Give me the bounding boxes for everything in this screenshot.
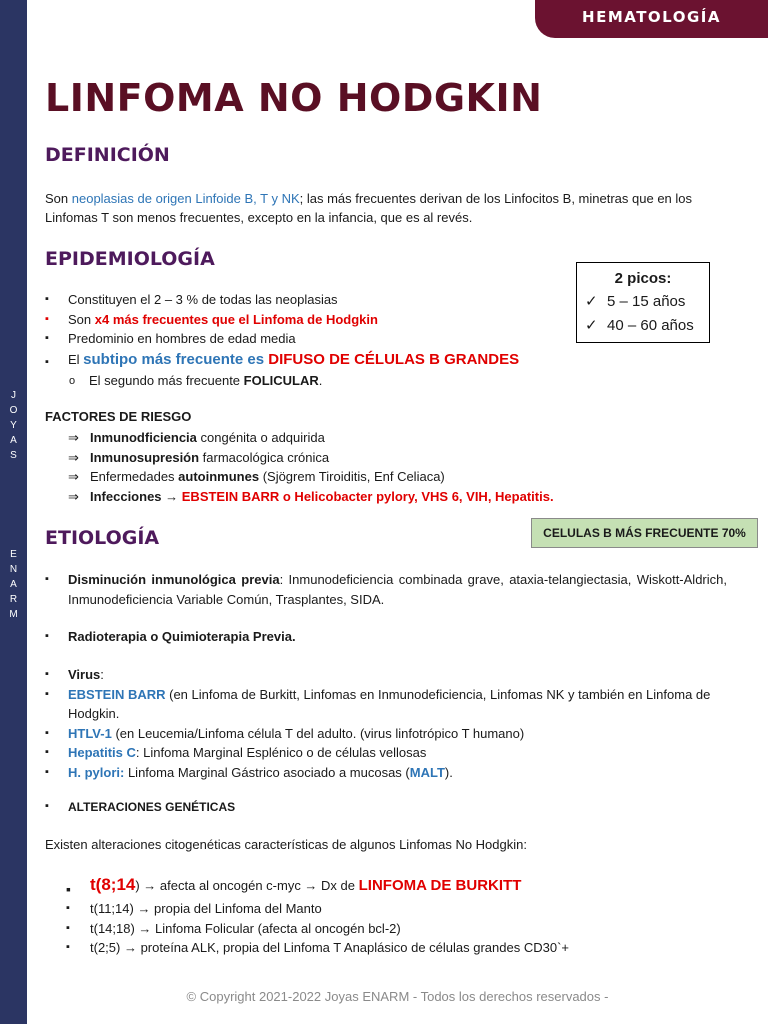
epidemiologia-list (45, 290, 519, 390)
list-item: ▪ Hepatitis C: Linfoma Marginal Esplénico o de células vellosas (45, 743, 727, 763)
side-letter: M (9, 609, 18, 620)
side-letter: R (9, 594, 18, 605)
peaks-title: 2 picos: (614, 270, 672, 287)
arrow-right-icon: → (161, 488, 182, 504)
header-category-tab (535, 0, 768, 38)
double-arrow-icon: ⇒ (68, 430, 79, 445)
list-item: ▪ Radioterapia o Quimioterapia Previa. (45, 627, 296, 647)
page-title: LINFOMA NO HODGKIN (45, 76, 543, 120)
highlight-badge: CELULAS B MÁS FRECUENTE 70% (531, 518, 758, 548)
list-item: ▪ HTLV-1 (en Leucemia/Linfoma célula T del adulto. (virus linfotrópico T humano) (45, 724, 727, 744)
side-label-joyas (0, 388, 27, 463)
list-item: ⇒ Infecciones → EBSTEIN BARR o Helicobacter pylory, VHS 6, VIH, Hepatitis. (68, 487, 554, 507)
list-item: ⇒ Inmunodficiencia congénita o adquirida (68, 428, 554, 448)
list-item: ▪ Predominio en hombres de edad media (45, 329, 519, 349)
list-item: ▪ ALTERACIONES GENÉTICAS (45, 797, 235, 818)
double-arrow-icon: ⇒ (68, 469, 79, 484)
side-letter: E (10, 549, 17, 560)
peaks-box (576, 262, 710, 343)
double-arrow-icon: ⇒ (68, 488, 79, 504)
peaks-row: ✓ 40 – 60 años (585, 314, 701, 338)
definicion-paragraph: Son neoplasias de origen Linfoide B, T y NK; las más frecuentes derivan de los Linfocitos B, minetras que en los Linfomas T son menos frecuentes, excepto en la infancia, que es al revés. (45, 191, 693, 225)
side-letter: N (9, 564, 18, 575)
list-item: ▪ Disminución inmunológica previa: Inmunodeficiencia combinada grave, ataxia-telangiectasia, Wiskott-Aldrich, Inmunodeficiencia Variable Común, Trasplantes, SIDA. (45, 570, 727, 609)
section-title-definicion: DEFINICIÓN (45, 144, 170, 166)
factores-title: FACTORES DE RIESGO (45, 409, 192, 424)
header-category-label: HEMATOLOGÍA (582, 8, 721, 26)
list-item: ▪ Constituyen el 2 – 3 % de todas las neoplasias (45, 290, 519, 310)
side-letter: A (10, 579, 17, 590)
list-item: ▪ t(11;14) → propia del Linfoma del Manto (66, 899, 569, 919)
list-item: ▪ t(2;5) → proteína ALK, propia del Linfoma T Anaplásico de células grandes CD30`+ (66, 938, 569, 958)
side-letter: A (10, 435, 17, 446)
list-item: ▪ t(8;14) → afecta al oncogén c-myc → Dx de LINFOMA DE BURKITT (66, 872, 569, 899)
factores-list (68, 428, 554, 506)
side-label-enarm (0, 547, 27, 622)
side-letter: Y (10, 420, 17, 431)
side-letter: J (11, 390, 16, 401)
list-item: ▪ t(14;18) → Linfoma Folicular (afecta al oncogén bcl-2) (66, 919, 569, 939)
list-subitem: o El segundo más frecuente FOLICULAR. (45, 371, 519, 391)
alteraciones-intro: Existen alteraciones citogenéticas características de algunos Linfomas No Hodgkin: (45, 837, 527, 852)
check-icon: ✓ (585, 293, 598, 310)
etiologia-list (45, 627, 296, 647)
alteraciones-heading (45, 797, 235, 818)
list-item: ⇒ Inmunosupresión farmacológica crónica (68, 448, 554, 468)
double-arrow-icon: ⇒ (68, 449, 79, 465)
section-title-epidemiologia: EPIDEMIOLOGÍA (45, 248, 215, 270)
side-bar (0, 0, 27, 1024)
highlight-text: neoplasias de origen Linfoide B, T y NK (71, 191, 300, 206)
section-title-etiologia: ETIOLOGÍA (45, 527, 160, 549)
list-item: ⇒ Enfermedades autoinmunes (Sjögrem Tiroiditis, Enf Celiaca) (68, 467, 554, 487)
side-letter: S (10, 450, 17, 461)
list-item: ▪ Virus: (45, 665, 727, 685)
list-item: ▪ El subtipo más frecuente es DIFUSO DE CÉLULAS B GRANDES (45, 349, 519, 371)
genetic-list (66, 872, 569, 958)
side-letter: O (9, 405, 18, 416)
list-item: ▪ H. pylori: Linfoma Marginal Gástrico asociado a mucosas (MALT). (45, 763, 727, 783)
list-item: ▪ EBSTEIN BARR (en Linfoma de Burkitt, Linfomas en Inmunodeficiencia, Linfomas NK y también en Linfoma de Hodgkin. (45, 685, 727, 724)
virus-list (45, 665, 727, 782)
etiologia-list (45, 570, 727, 609)
list-item: ▪ Son x4 más frecuentes que el Linfoma de Hodgkin (45, 310, 519, 330)
peaks-row: ✓ 5 – 15 años (585, 290, 701, 314)
footer-copyright: © Copyright 2021-2022 Joyas ENARM - Todos los derechos reservados - (186, 989, 609, 1004)
check-icon: ✓ (585, 317, 598, 334)
